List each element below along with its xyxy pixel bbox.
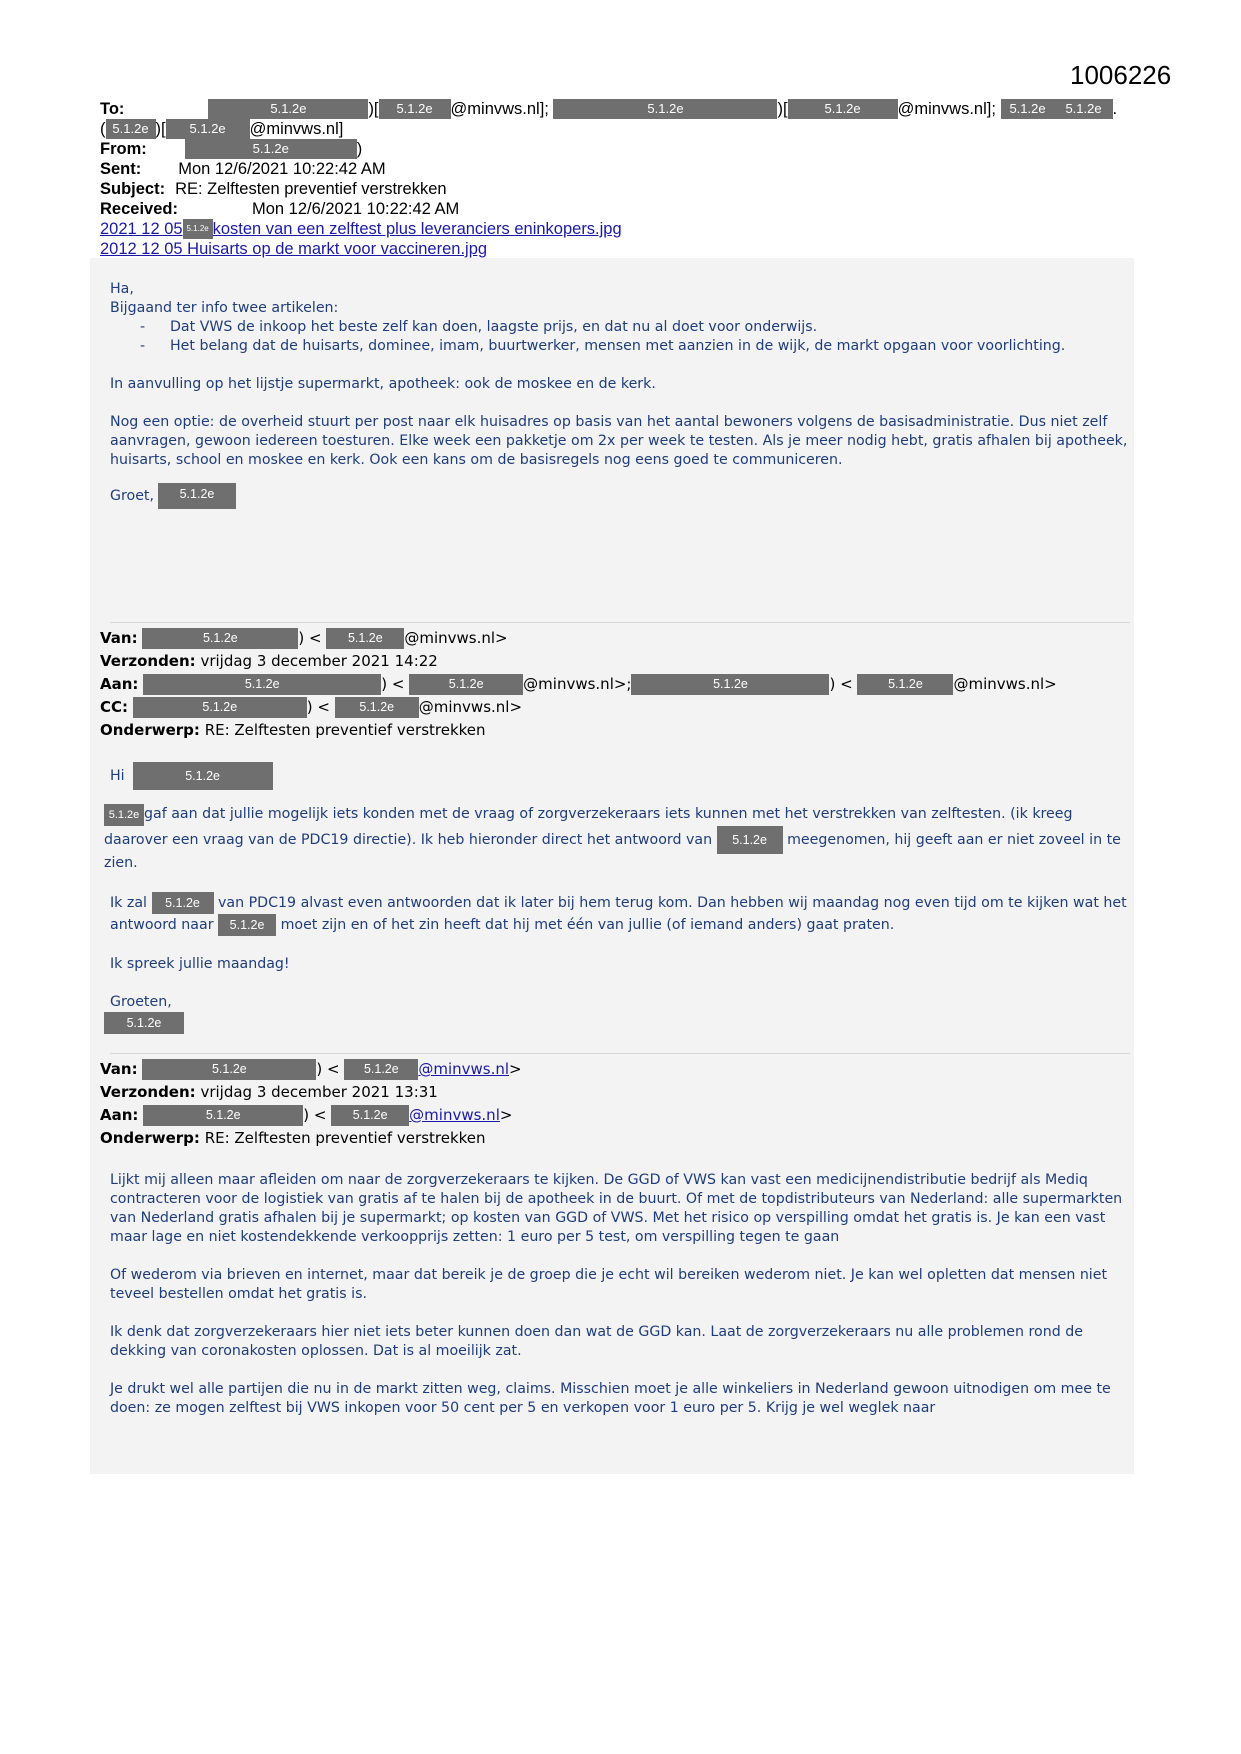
redaction: 5.1.2e bbox=[344, 1059, 418, 1080]
redaction: 5.1.2e bbox=[788, 99, 898, 119]
van-label: Van: bbox=[100, 629, 138, 647]
redaction: 5.1.2e bbox=[717, 826, 783, 854]
cc-line: CC: 5.1.2e ) < 5.1.2e @minvws.nl> bbox=[100, 698, 523, 716]
redaction: 5.1.2e bbox=[379, 99, 451, 119]
to-line-2: ( 5.1.2e )[ 5.1.2e @minvws.nl] bbox=[100, 120, 344, 138]
redaction: 5.1.2e bbox=[133, 697, 307, 718]
paren: ( bbox=[100, 120, 106, 138]
aan-line: Aan: 5.1.2e ) < 5.1.2e @minvws.nl>; 5.1.2e ) < 5.1.2e @minvws.nl> bbox=[100, 675, 1057, 693]
redaction: 5.1.2e bbox=[1001, 99, 1055, 119]
from-label: From: bbox=[100, 140, 147, 158]
onderwerp-line: Onderwerp: RE: Zelftesten preventief verstrekken bbox=[100, 1129, 486, 1147]
paragraph: Of wederom via brieven en internet, maar dat bereik je de groep die je echt wil bereiken wederom niet. Je kan wel opletten dat mensen niet teveel bestellen omdat het gratis is. bbox=[110, 1267, 1108, 1302]
verzonden-line: Verzonden: vrijdag 3 december 2021 13:31 bbox=[100, 1083, 438, 1101]
redaction: 5.1.2e bbox=[1055, 99, 1113, 119]
redaction: 5.1.2e bbox=[142, 628, 298, 649]
redaction: 5.1.2e bbox=[106, 119, 156, 139]
document-number: 1006226 bbox=[1070, 60, 1172, 90]
divider bbox=[110, 622, 1130, 623]
redaction: 5.1.2e bbox=[104, 1012, 184, 1034]
redaction: 5.1.2e bbox=[331, 1105, 409, 1126]
verzonden-label: Verzonden: bbox=[100, 652, 196, 670]
redaction: 5.1.2e bbox=[152, 892, 214, 914]
received-label: Received: bbox=[100, 200, 178, 218]
sent-value: Mon 12/6/2021 10:22:42 AM bbox=[178, 160, 386, 178]
redaction: 5.1.2e bbox=[158, 483, 236, 509]
attachment-link[interactable]: 2012 12 05 Huisarts op de markt voor vaccineren.jpg bbox=[100, 240, 488, 258]
paragraph: Nog een optie: de overheid stuurt per post naar elk huisadres op basis van het aantal bewoners volgens de basisadministratie. Dus niet zelf aanvragen, gewoon iedereen toesturen. Elke week een pakketje om 2x per week te testen. Als je meer nodig hebt, gratis afhalen bij apotheek, huisarts, school en moskee en kerk. Ook een kans om de basisregels nog eens goed te communiceren. bbox=[110, 414, 1128, 468]
redaction: 5.1.2e bbox=[857, 674, 953, 695]
subject-label: Subject: bbox=[100, 180, 166, 198]
redaction: 5.1.2e bbox=[166, 119, 250, 139]
paragraph: Ik denk dat zorgverzekeraars hier niet iets beter kunnen doen dan wat de GGD kan. Laat de zorgverzekeraars nu alle problemen rond de dekking van coronakosten oplossen. Dat is al moeilijk zat. bbox=[110, 1324, 1083, 1359]
redaction: 5.1.2e bbox=[218, 914, 276, 936]
divider bbox=[110, 1053, 1130, 1054]
list-item: - Dat VWS de inkoop het beste zelf kan doen, laagste prijs, en dat nu al doet voor onderwijs. bbox=[110, 318, 1130, 337]
paragraph: Lijkt mij alleen maar afleiden om naar de zorgverzekeraars te kijken. De GGD of VWS kan vast een medicijnendistributie bedrijf als Mediq contracteren voor de logistiek van gratis af te halen bij de apotheek in de buurt. Of met de topdistributeurs van Nederland: alle supermarkten van Nederland gratis afhalen bij je supermarkt; op kosten van GGD of VWS. Met het risico op verspilling omdat het gratis is. Je kan een vast maar lage en niet kostendekkende verkoopprijs zetten: 1 euro per 5 test, om verspilling tegen te gaan bbox=[110, 1172, 1123, 1245]
subject-value: RE: Zelftesten preventief verstrekken bbox=[175, 180, 447, 198]
subject-line bbox=[100, 179, 447, 199]
email-link[interactable]: @minvws.nl bbox=[409, 1106, 500, 1124]
redaction: 5.1.2e bbox=[409, 674, 523, 695]
received-line bbox=[100, 199, 459, 219]
closing: Groet, 5.1.2e bbox=[110, 483, 1130, 509]
redaction: 5.1.2e bbox=[326, 628, 404, 649]
van-line: Van: 5.1.2e ) < 5.1.2e @minvws.nl> bbox=[100, 1060, 522, 1078]
received-value: Mon 12/6/2021 10:22:42 AM bbox=[251, 200, 460, 218]
redaction: 5.1.2e bbox=[553, 99, 777, 119]
sent-label: Sent: bbox=[100, 160, 142, 178]
onderwerp-label: Onderwerp: bbox=[100, 721, 200, 739]
cc-label: CC: bbox=[100, 698, 129, 716]
verzonden-line: Verzonden: vrijdag 3 december 2021 14:22 bbox=[100, 652, 438, 670]
redaction: 5.1.2e bbox=[183, 219, 213, 239]
closing: Groeten, bbox=[110, 994, 172, 1010]
paragraph: Ik zal 5.1.2e van PDC19 alvast even antwoorden dat ik later bij hem terug kom. Dan hebben wij maandag nog even tijd om te kijken wat het antwoord naar 5.1.2e moet zijn en of het zin heeft dat hij met één van jullie (of iemand anders) gaat praten. bbox=[110, 892, 1130, 936]
to-line: To: 5.1.2e )[ 5.1.2e @minvws.nl]; 5.1.2e )[ 5.1.2e @minvws.nl]; 5.1.2e 5.1.2e . bbox=[100, 100, 1118, 118]
attachment-link[interactable]: 2021 12 05 5.1.2e kosten van een zelftest plus leveranciers eninkopers.jpg bbox=[100, 220, 622, 238]
redaction: 5.1.2e bbox=[142, 1059, 316, 1080]
redaction: 5.1.2e bbox=[335, 697, 419, 718]
message-1-body bbox=[110, 280, 1130, 509]
redaction: 5.1.2e bbox=[208, 99, 368, 119]
email-domain: @minvws.nl]; bbox=[897, 100, 996, 118]
redaction: 5.1.2e bbox=[133, 762, 273, 790]
from-line: From: 5.1.2e ) bbox=[100, 140, 363, 158]
paragraph: 5.1.2e gaf aan dat jullie mogelijk iets konden met de vraag of zorgverzekeraars iets kunnen met het verstrekken van zelftesten. (ik kreeg daarover een vraag van de PDC19 directie). Ik heb hieronder direct het antwoord van 5.1.2e meegenomen, hij geeft aan er niet zoveel in te zien. bbox=[104, 806, 1121, 871]
bullet-list bbox=[110, 318, 1130, 356]
aan-line: Aan: 5.1.2e ) < 5.1.2e @minvws.nl> bbox=[100, 1106, 513, 1124]
redaction: 5.1.2e bbox=[185, 139, 357, 159]
paragraph: Ik spreek jullie maandag! bbox=[110, 956, 290, 972]
redaction: 5.1.2e bbox=[143, 674, 381, 695]
message-3-body bbox=[110, 1171, 1130, 1437]
email-domain: @minvws.nl]; bbox=[450, 100, 549, 118]
redaction: 5.1.2e bbox=[631, 674, 829, 695]
email-link[interactable]: @minvws.nl bbox=[418, 1060, 510, 1078]
intro: Bijgaand ter info twee artikelen: bbox=[110, 300, 339, 316]
redaction: 5.1.2e bbox=[104, 804, 144, 826]
redaction: 5.1.2e bbox=[143, 1105, 303, 1126]
sent-line bbox=[100, 159, 386, 179]
greeting: Hi 5.1.2e bbox=[110, 762, 1130, 790]
message-2-body bbox=[104, 762, 1130, 1034]
greeting: Ha, bbox=[110, 281, 134, 297]
to-label: To: bbox=[100, 100, 125, 118]
paragraph: In aanvulling op het lijstje supermarkt, apotheek: ook de moskee en de kerk. bbox=[110, 376, 656, 392]
paragraph: Je drukt wel alle partijen die nu in de markt zitten weg, claims. Misschien moet je alle winkeliers in Nederland gewoon uitnodigen om mee te doen: ze mogen zelftest bij VWS inkopen voor 50 cent per 5 en verkopen voor 1 euro per 5. Krijg je wel weglek naar bbox=[110, 1381, 1111, 1416]
van-line: Van: 5.1.2e ) < 5.1.2e @minvws.nl> bbox=[100, 629, 508, 647]
list-item: - Het belang dat de huisarts, dominee, imam, buurtwerker, mensen met aanzien in de wijk, de markt opgaan voor voorlichting. bbox=[110, 337, 1130, 356]
aan-label: Aan: bbox=[100, 675, 139, 693]
email-domain: @minvws.nl] bbox=[249, 120, 344, 138]
onderwerp-line: Onderwerp: RE: Zelftesten preventief verstrekken bbox=[100, 721, 486, 739]
